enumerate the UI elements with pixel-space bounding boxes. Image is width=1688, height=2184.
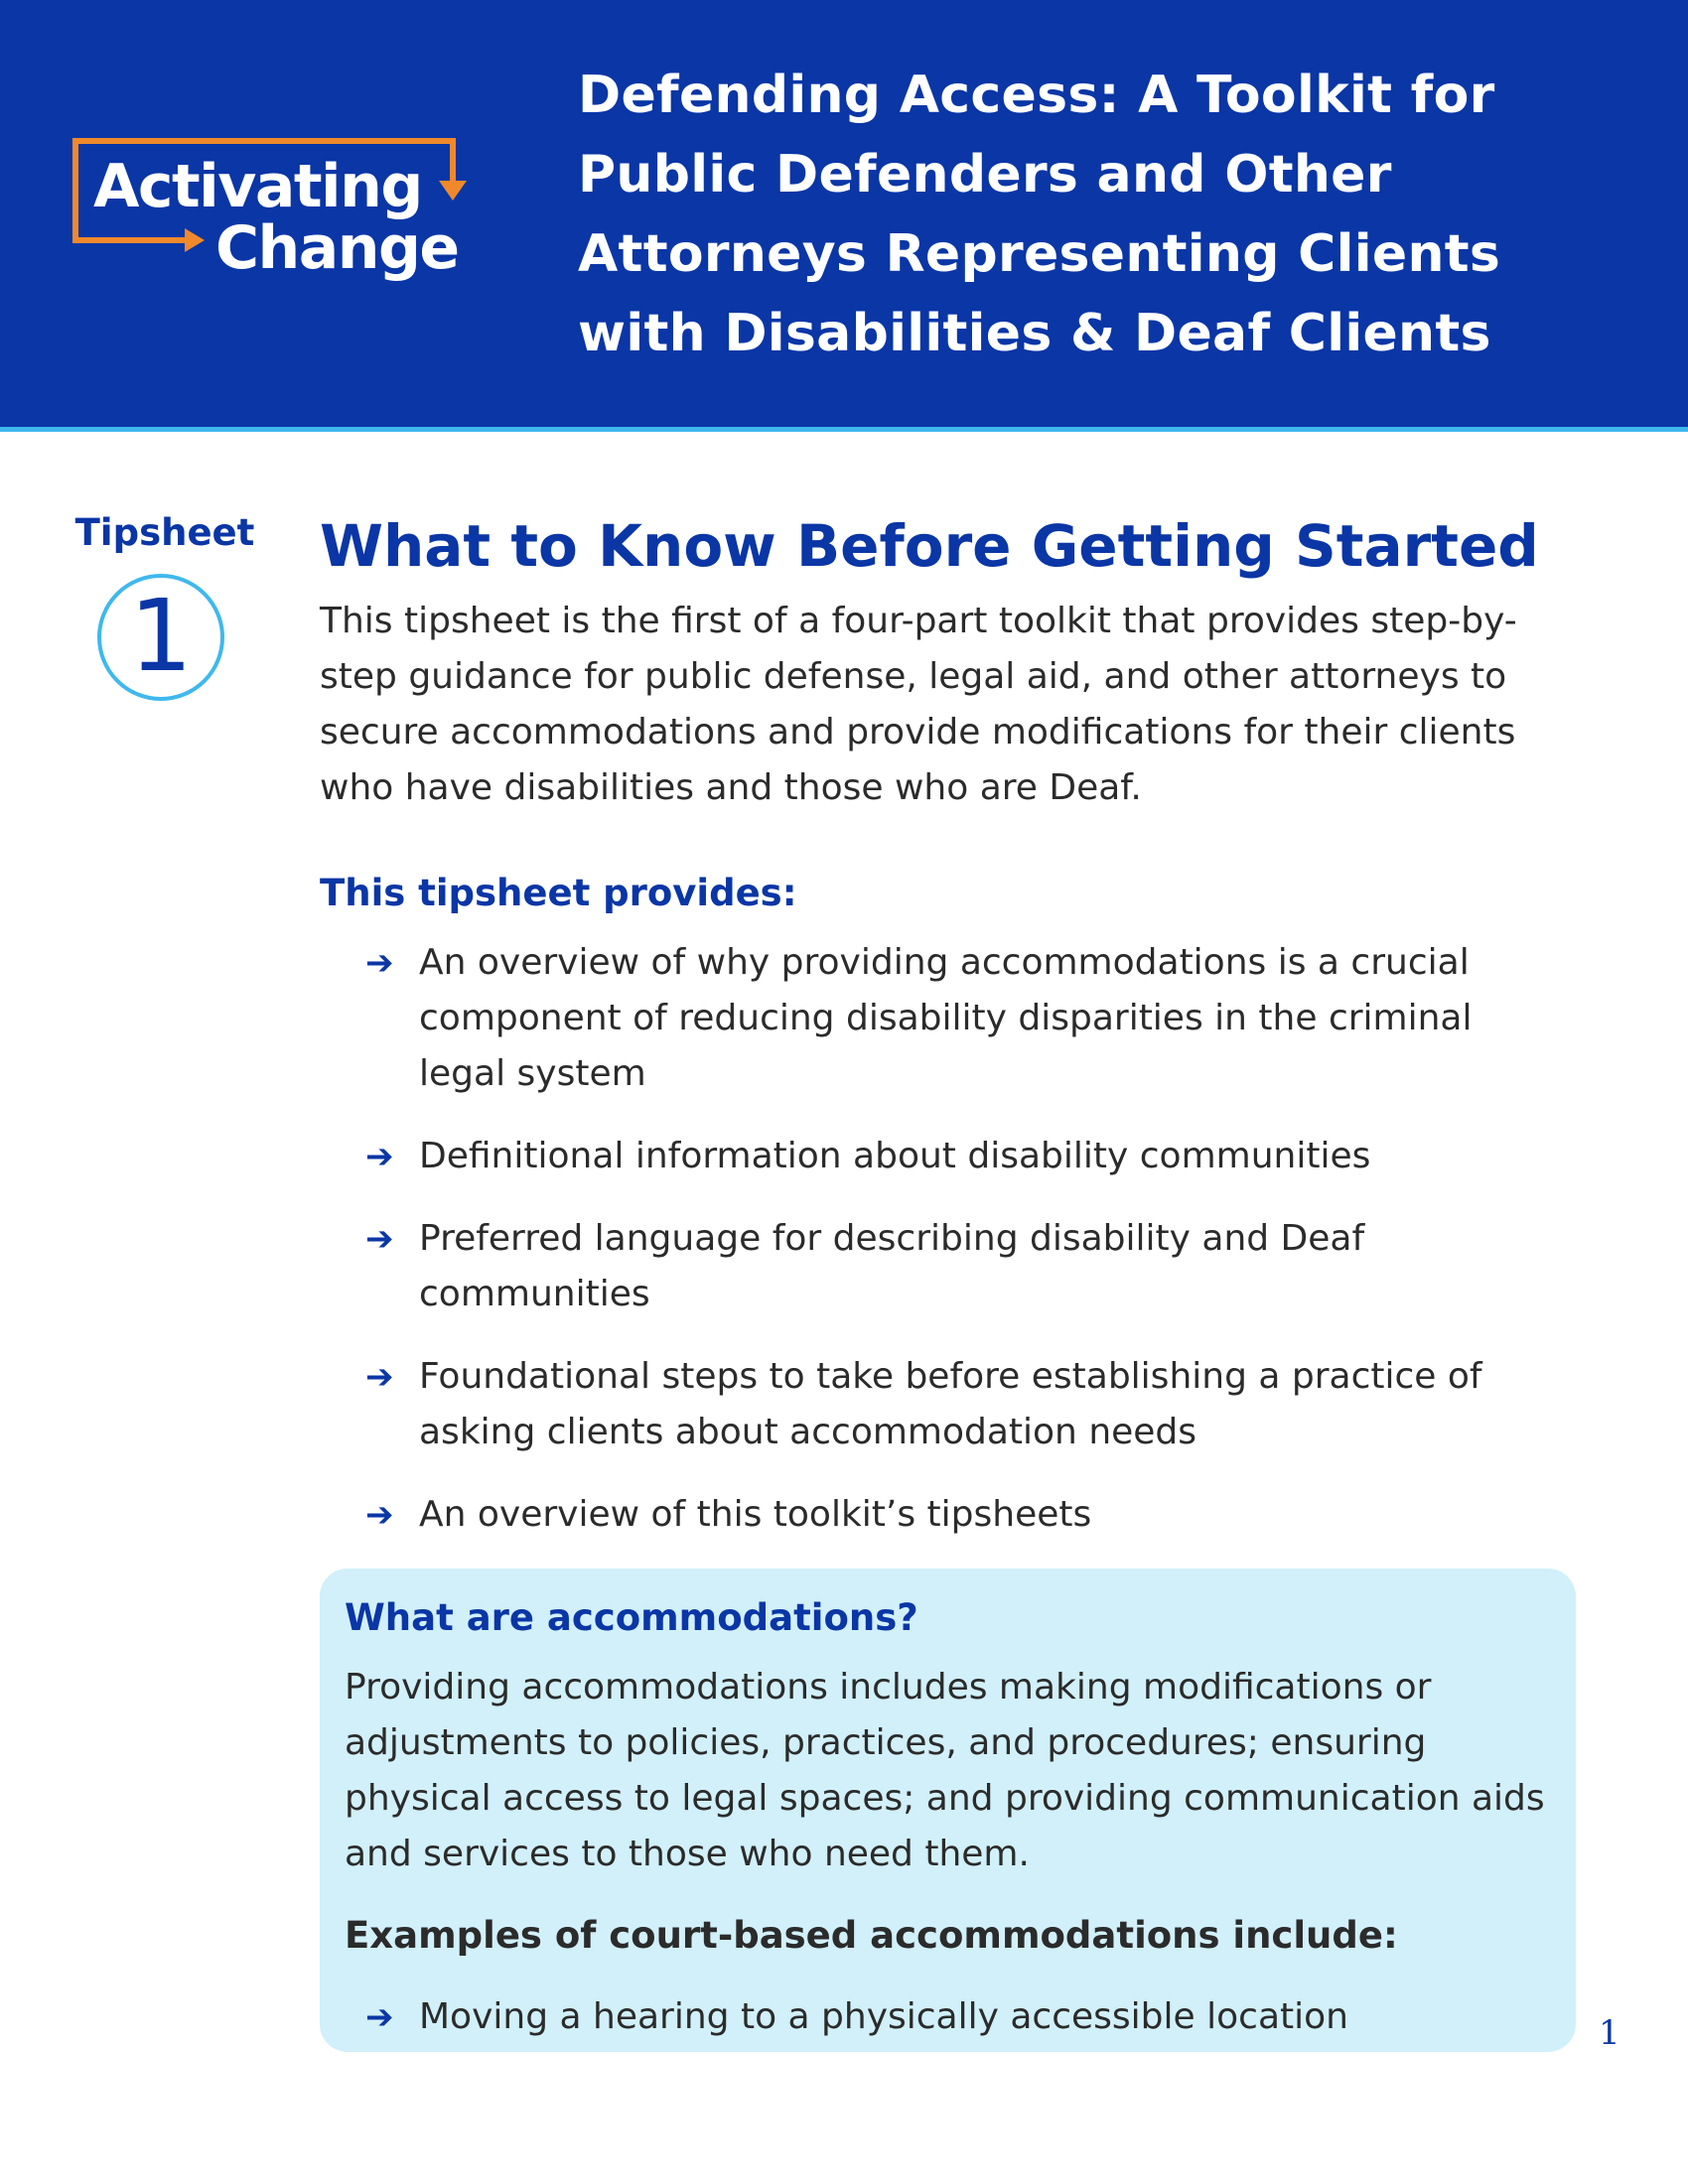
callout-heading: What are accommodations? xyxy=(345,1596,918,1639)
arrow-right-icon: ➔ xyxy=(365,1495,394,1535)
logo-text-change: Change xyxy=(215,213,459,283)
list-item-text: Foundational steps to take before establishing a practice of asking clients about accommodation needs xyxy=(419,1356,1482,1452)
list-item xyxy=(365,935,1537,1102)
list-item-text: An overview of this toolkit’s tipsheets xyxy=(419,1494,1092,1535)
list-item xyxy=(365,1211,1537,1322)
arrow-right-icon: ➔ xyxy=(365,943,394,983)
list-item xyxy=(365,1989,1348,2045)
logo-text-activating: Activating xyxy=(93,152,422,221)
activating-change-logo xyxy=(71,137,479,296)
list-item-text: Preferred language for describing disability and Deaf communities xyxy=(419,1218,1365,1314)
list-item xyxy=(365,1487,1537,1543)
arrow-right-icon: ➔ xyxy=(365,1357,394,1397)
provides-list xyxy=(365,935,1537,1570)
arrow-right-icon: ➔ xyxy=(365,1219,394,1259)
list-item-text: Moving a hearing to a physically accessible location xyxy=(419,1996,1348,2037)
intro-paragraph: This tipsheet is the first of a four-part toolkit that provides step-by-step guidance for public defense, legal aid, and other attorneys to secure accommodations and provide modifications for their clients who have disabilities and those who are Deaf. xyxy=(320,601,1517,808)
examples-list xyxy=(365,1989,1348,2045)
examples-heading: Examples of court-based accommodations include: xyxy=(345,1914,1398,1957)
arrow-right-icon: ➔ xyxy=(365,1997,394,2037)
tipsheet-label: Tipsheet xyxy=(74,511,255,554)
header-banner xyxy=(0,0,1688,427)
list-item xyxy=(365,1129,1537,1184)
accommodations-callout-box xyxy=(320,1569,1576,2052)
tipsheet-number-badge: 1 xyxy=(97,574,224,701)
page-title: What to Know Before Getting Started xyxy=(320,512,1539,580)
arrow-right-icon: ➔ xyxy=(365,1137,394,1176)
callout-body: Providing accommodations includes making modifications or adjustments to policies, practices, and procedures; ensuring physical access to legal spaces; and providing communication aids and services to those who need them. xyxy=(345,1667,1545,1874)
page-number: 1 xyxy=(1599,2013,1620,2053)
list-item-text: Definitional information about disability communities xyxy=(419,1136,1371,1176)
toolkit-title: Defending Access: A Toolkit for Public Defenders and Other Attorneys Representing Clients with Disabilities & Deaf Clients xyxy=(578,66,1501,363)
header-divider xyxy=(0,427,1688,432)
provides-heading: This tipsheet provides: xyxy=(320,872,797,914)
list-item-text: An overview of why providing accommodations is a crucial component of reducing disability disparities in the criminal legal system xyxy=(419,942,1473,1094)
list-item xyxy=(365,1349,1537,1460)
